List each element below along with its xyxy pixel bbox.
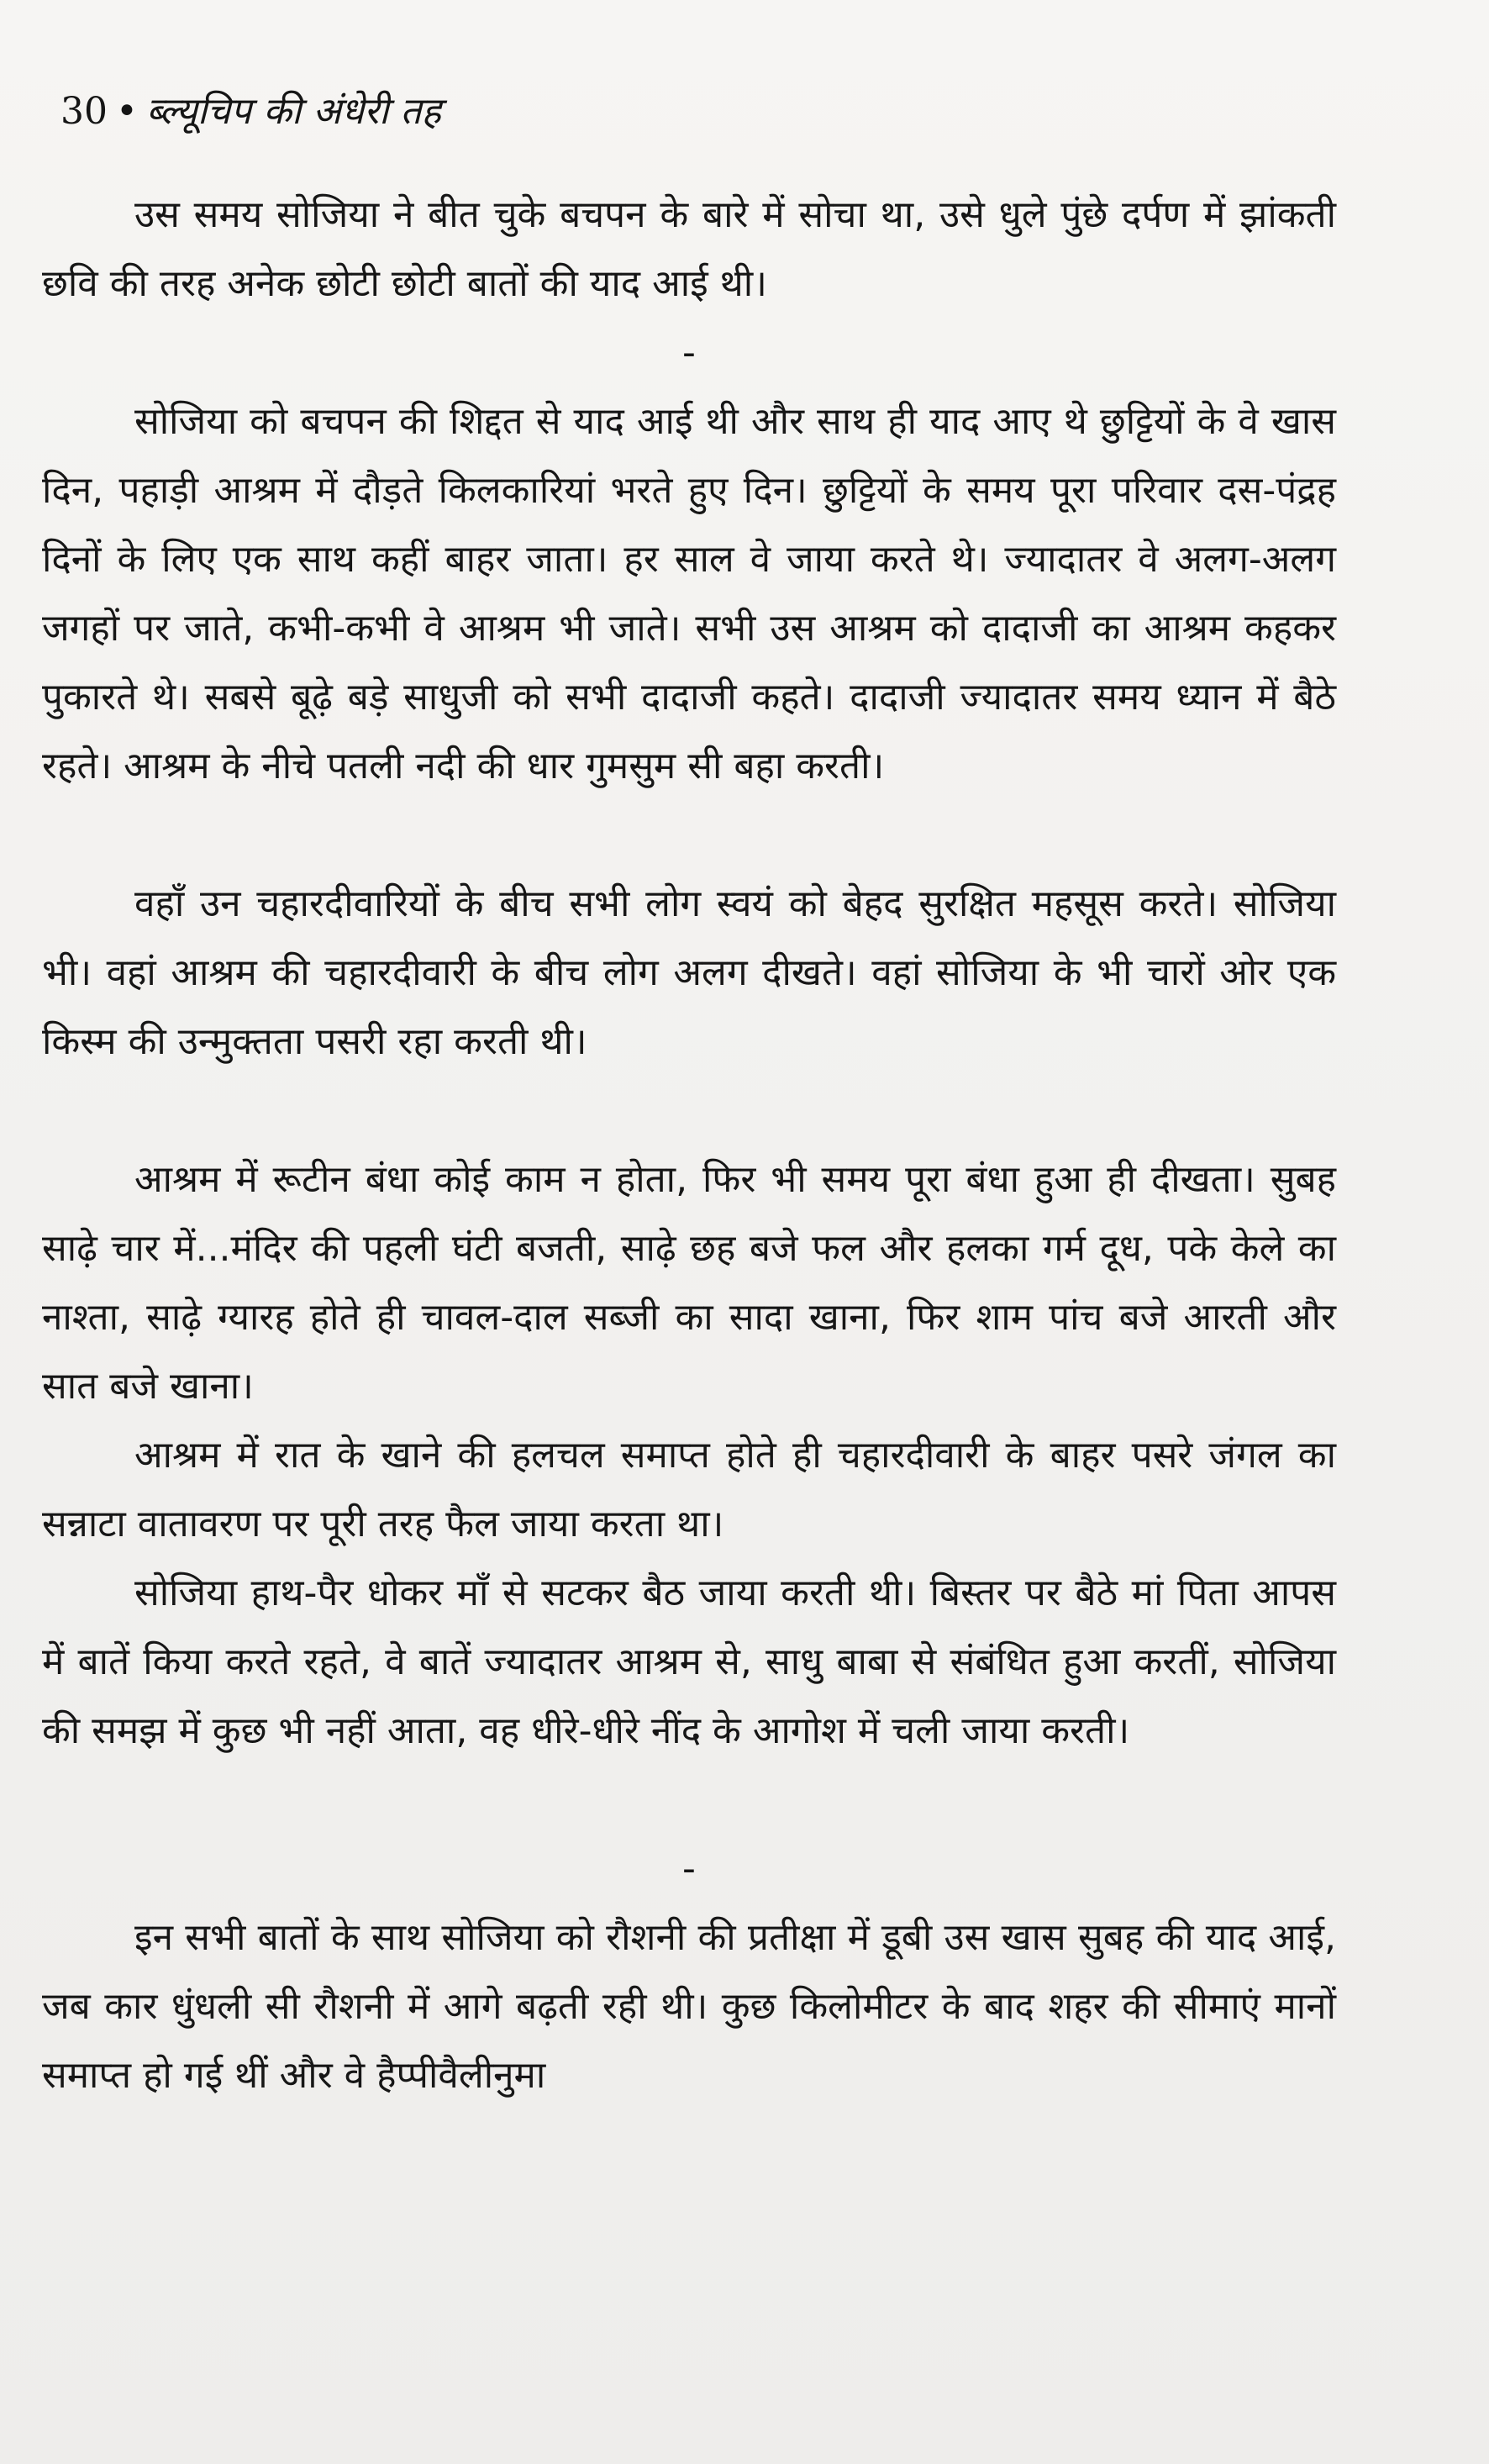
- page-number: 30: [61, 90, 108, 133]
- paragraph-7: इन सभी बातों के साथ सोजिया को रौशनी की प्रतीक्षा में डूबी उस खास सुबह की याद आई, जब कार धुंधली सी रौशनी में आगे बढ़ती रही थी। कुछ किलोमीटर के बाद शहर की सीमाएं मानों समाप्त हो गई थीं और वे हैप्पीवैलीनुमा: [42, 1916, 1336, 2097]
- running-header: [61, 84, 441, 134]
- paragraph-1: उस समय सोजिया ने बीत चुके बचपन के बारे में सोचा था, उसे धुले पुंछे दर्पण में झांकती छवि की तरह अनेक छोटी छोटी बातों की याद आई थी।: [42, 193, 1336, 305]
- book-title: ब्ल्यूचिप की अंधेरी तह: [145, 90, 441, 133]
- paragraph-5: आश्रम में रात के खाने की हलचल समाप्त होते ही चहारदीवारी के बाहर पसरे जंगल का सन्नाटा वातावरण पर पूरी तरह फैल जाया करता था।: [42, 1434, 1336, 1545]
- page-body: [42, 181, 1336, 2110]
- paragraph-2: सोजिया को बचपन की शिद्दत से याद आई थी और साथ ही याद आए थे छुट्टियों के वे खास दिन, पहाड़ी आश्रम में दौड़ते किलकारियां भरते हुए दिन। छुट्टियों के समय पूरा परिवार दस-पंद्रह दिनों के लिए एक साथ कहीं बाहर जाता। हर साल वे जाया करते थे। ज्यादातर वे अलग-अलग जगहों पर जाते, कभी-कभी वे आश्रम भी जाते। सभी उस आश्रम को दादाजी का आश्रम कहकर पुकारते थे। सबसे बूढ़े बड़े साधुजी को सभी दादाजी कहते। दादाजी ज्यादातर समय ध्यान में बैठे रहते। आश्रम के नीचे पतली नदी की धार गुमसुम सी बहा करती।: [42, 400, 1336, 787]
- paragraph-6: सोजिया हाथ-पैर धोकर माँ से सटकर बैठ जाया करती थी। बिस्तर पर बैठे मां पिता आपस में बातें किया करते रहते, वे बातें ज्यादातर आश्रम से, साधु बाबा से संबंधित हुआ करतीं, सोजिया की समझ में कुछ भी नहीं आता, वह धीरे-धीरे नींद के आगोश में चली जाया करती।: [42, 1572, 1336, 1752]
- section-separator-1: -: [682, 331, 696, 374]
- header-bullet: •: [116, 90, 138, 133]
- section-separator-2: -: [682, 1847, 696, 1890]
- paragraph-4: आश्रम में रूटीन बंधा कोई काम न होता, फिर भी समय पूरा बंधा हुआ ही दीखता। सुबह साढ़े चार में...मंदिर की पहली घंटी बजती, साढ़े छह बजे फल और हलका गर्म दूध, पके केले का नाश्ता, साढ़े ग्यारह होते ही चावल-दाल सब्जी का सादा खाना, फिर शाम पांच बजे आरती और सात बजे खाना।: [42, 1158, 1336, 1408]
- paragraph-3: वहाँ उन चहारदीवारियों के बीच सभी लोग स्वयं को बेहद सुरक्षित महसूस करते। सोजिया भी। वहां आश्रम की चहारदीवारी के बीच लोग अलग दीखते। वहां सोजिया के भी चारों ओर एक किस्म की उन्मुक्तता पसरी रहा करती थी।: [42, 882, 1336, 1063]
